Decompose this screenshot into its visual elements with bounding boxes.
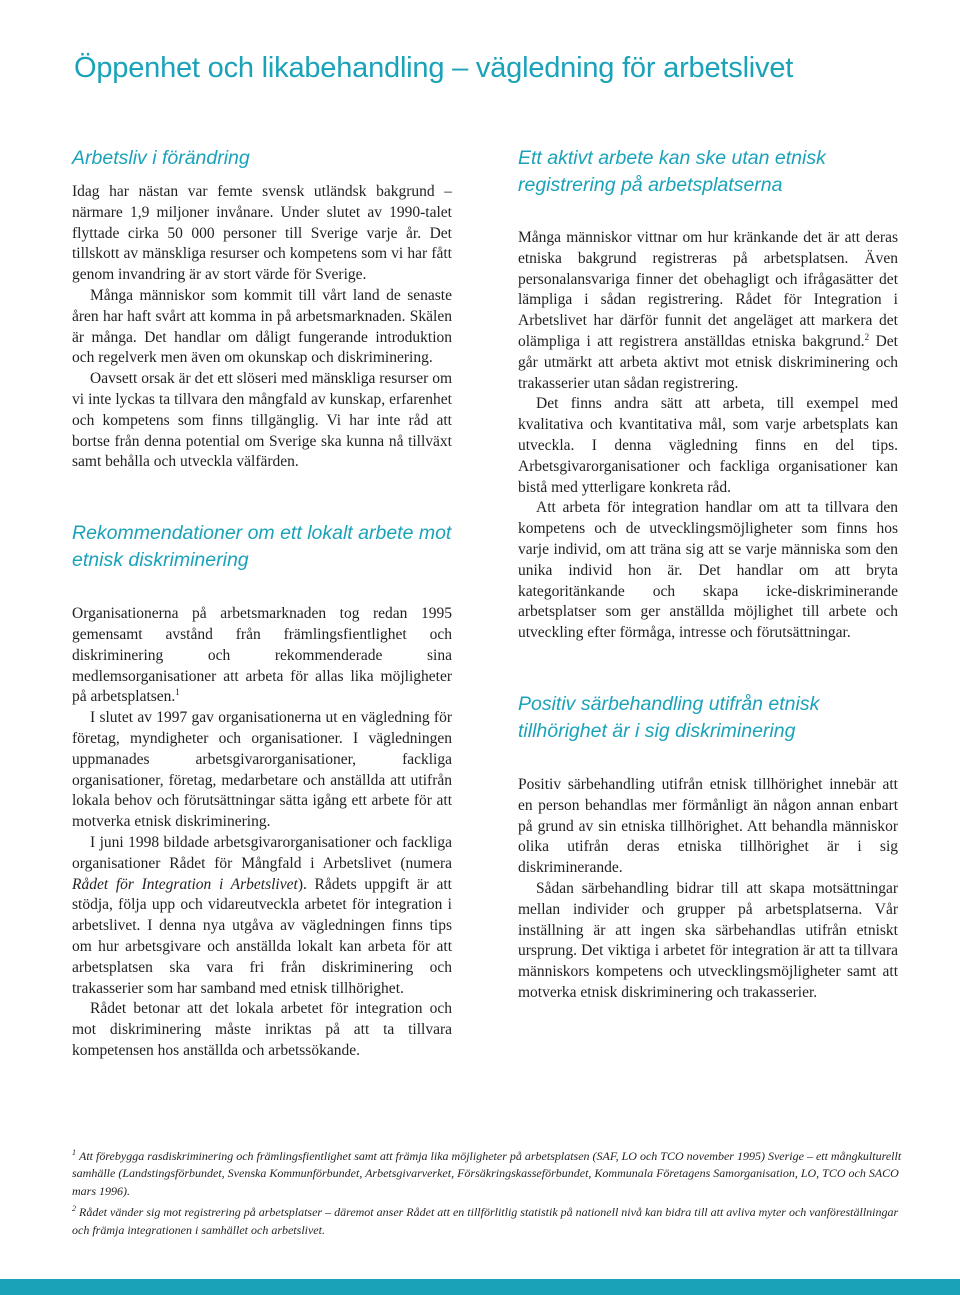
footnote-ref: 1 — [175, 687, 180, 698]
paragraph-text: ). Rådets uppgift är att stödja, följa upp och vidareutveckla arbetet för integration i arbetslivet. I denna nya utgåva av vägledningen finns tips om hur arbetsgivare och anställda lokalt kan arbeta för att arbetsplatsen ska vara fri från diskriminering och trakasserier som har samband med etnisk tillhörighet. — [72, 875, 452, 997]
footnote-2 — [72, 1200, 902, 1239]
heading-arbetsliv-i-forandring: Arbetsliv i förändring — [72, 147, 250, 169]
paragraph-text: I juni 1998 bildade arbetsgivarorganisationer och fackliga organisationer Rådet för Mångfald i Arbetslivet (numera — [72, 833, 452, 872]
council-name: Rådet för Integration i Arbetslivet — [72, 875, 298, 893]
paragraph-text: Det går utmärkt att arbeta aktivt mot etnisk diskriminering och trakasserier utan sådan registrering. — [518, 332, 898, 392]
paragraph-text: Organisationerna på arbetsmarknaden tog redan 1995 gemensamt avstånd från främlingsfientlighet och diskriminering och rekommenderade sina medlemsorganisationer att arbeta för allas lika möjligheter på arbetsplatsen. — [72, 605, 452, 706]
footnote-number: 1 — [72, 1148, 76, 1157]
page-title: Öppenhet och likabehandling – vägledning för arbetslivet — [74, 52, 794, 84]
paragraph: Många människor som kommit till vårt land de senaste åren har haft svårt att komma in på arbetsmarknaden. Skälen är många. Det handlar om dåligt fungerande introduktion och regelverk men även om okunskap och diskriminering. — [72, 286, 452, 367]
paragraph: I slutet av 1997 gav organisationerna ut en vägledning för företag, myndigheter och organisationer. I vägledningen uppmanades arbetsgivarorganisationer, fackliga organisationer, företag, medarbetare och anställda att utifrån lokala behov och förutsättningar sätta igång ett arbete för att motverka etnisk diskriminering. — [72, 709, 452, 831]
paragraph — [72, 833, 452, 999]
paragraph: Att arbeta för integration handlar om att ta tillvara den kompetens och de utvecklingsmöjligheter som finns hos varje individ, om att träna sig att se varje människa som den unika individ hon är. Det handlar om att bryta kategoritänkande och skapa icke-diskriminerande arbetsplatser som ger anställda möjlighet till arbete och utveckling efter förmåga, intresse och förutsättningar. — [518, 499, 898, 642]
heading-rekommendationer: Rekommendationer om ett lokalt arbete mot etnisk diskriminering — [72, 522, 452, 572]
paragraph — [72, 604, 452, 708]
paragraph: Positiv särbehandling utifrån etnisk tillhörighet innebär att en person behandlas mer förmånligt än någon annan enbart på grund av sin etniska tillhörighet. Att behandla människor olika utifrån deras etniska tillhörighet är i sig diskriminerande. — [518, 775, 898, 877]
paragraph: Rådet betonar att det lokala arbetet för integration och mot diskriminering måste inriktas på att ta tillvara kompetensen hos anställda och arbetssökande. — [72, 1000, 452, 1059]
footnote-1 — [72, 1144, 902, 1200]
right-column — [518, 145, 898, 1004]
paragraph: Oavsett orsak är det ett slöseri med mänskliga resurser om vi inte lyckas ta tillvara den mångfald av kunskap, erfarenhet och kompetens som finns tillgänglig. Vi har inte råd att bortse från denna potential om Sverige ska kunna nå tillväxt samt behålla och utveckla välfärden. — [72, 370, 452, 471]
paragraph: Det finns andra sätt att arbeta, till exempel med kvalitativa och kvantitativa mål, som varje arbetsplats kan utveckla. I denna vägledning finns en del tips. Arbetsgivarorganisationer och fackliga organisationer kan bistå med ytterligare konkreta råd. — [518, 395, 898, 496]
footnote-text: Att förebygga rasdiskriminering och främlingsfientlighet samt att främja lika möjligheter på arbetsplatsen (SAF, LO och TCO november 1995) Sverige – ett mångkulturellt samhälle (Landstingsförbundet, Svenska Kommunförbundet, Arbetsgivarverket, Försäkringskasseförbundet, Kommunala Företagens Samorganisation, LO, TCO och SACO mars 1996). — [72, 1149, 902, 1198]
bottom-accent-bar — [0, 1279, 960, 1295]
paragraph-text: Många människor vittnar om hur kränkande det är att deras etniska bakgrund registreras på arbetsplatsen. Även personalansvariga finner det obehagligt och ifrågasätter det lämpliga i sådan registrering. Rådet för Integration i Arbetslivet har därför funnit det angeläget att markera det olämpliga i att registrera anställdas etniska bakgrund. — [518, 229, 898, 350]
footnote-ref: 2 — [864, 331, 870, 342]
footnote-number: 2 — [72, 1204, 76, 1214]
heading-positiv-sarbehandling: Positiv särbehandling utifrån etnisk tillhörighet är i sig diskriminering — [518, 692, 820, 742]
paragraph — [518, 228, 898, 394]
footnotes — [72, 1144, 902, 1239]
left-column — [72, 145, 452, 1062]
paragraph: Idag har nästan var femte svensk utländsk bakgrund – närmare 1,9 miljoner invånare. Under slutet av 1990-talet flyttade cirka 50 000 personer till Sverige varje år. Det tillskott av mänskliga resurser och kompetens som vi har fått genom invandring är av stort värde för Sverige. — [72, 183, 452, 284]
paragraph: Sådan särbehandling bidrar till att skapa motsättningar mellan individer och grupper på arbetsplatserna. Vår inställning är att ingen ska särbehandlas utifrån etniskt ursprung. Det viktiga i arbetet för integration är att ta tillvara människors kompetens och utvecklingsmöjligheter samt att motverka etnisk diskriminering och trakasserier. — [518, 879, 898, 1001]
footnote-text: Rådet vänder sig mot registrering på arbetsplatser – däremot anser Rådet att en tillförlitlig statistik på nationell nivå kan bidra till att avliva myter och vanföreställningar och främja integrationen i samhället och arbetslivet. — [72, 1205, 899, 1237]
heading-aktivt-arbete: Ett aktivt arbete kan ske utan etnisk registrering på arbetsplatserna — [518, 147, 826, 196]
